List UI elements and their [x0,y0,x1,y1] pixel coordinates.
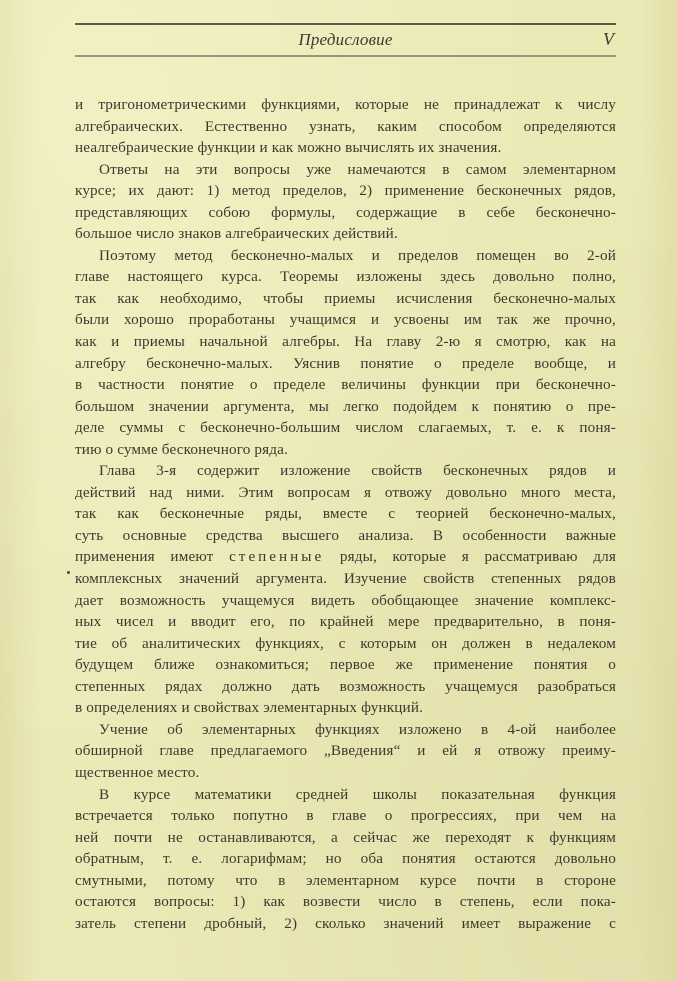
text-line: степенных рядах должно дать возможность учащемуся разобраться [75,677,616,695]
text-line: действий над ними. Этим вопросам я отвожу довольно много места, [75,483,616,501]
page-number: V [603,29,614,49]
text-line: алгебру бесконечно-малых. Уяснив понятие о пределе вообще, и [75,354,616,372]
text-line: В курсе математики средней школы показательная функция [99,785,616,803]
text-line: остаются вопросы: 1) как возвести число в степень, если пока- [75,893,616,911]
text-line: представляющих собою формулы, содержащие в себе бесконечно- [75,203,616,221]
text-line: смутными, потому что в элементарном курсе почти в стороне [75,871,616,889]
header-bottom-rule [75,55,616,57]
text-line: ных чисел и вводит его, по крайней мере предварительно, в поня- [75,613,616,631]
text-run: применения имеют [75,548,230,566]
text-line: обширной главе предлагаемого „Введения“ и ей я отвожу преиму- [75,742,616,760]
text-line: в частности понятие о пределе величины функции при бесконечно- [75,376,616,394]
text-line: тие об аналитических функциях, с которым он должен в недалеком [75,634,616,652]
text-line: курсе; их дают: 1) метод пределов, 2) применение бесконечных рядов, [75,182,616,200]
margin-mark [67,571,70,574]
text-line: Поэтому метод бесконечно-малых и пределов помещен во 2-ой [99,246,616,264]
text-line: были хорошо проработаны учащимся и усвоены им так же прочно, [75,311,616,329]
text-line: так как необходимо, чтобы приемы исчисления бесконечно-малых [75,289,616,307]
text-line: обратным, т. е. логарифмам; но оба понятия остаются довольно [75,850,616,868]
text-line: суть основные средства высшего анализа. В особенности важные [75,526,616,544]
running-title: Предисловие [298,30,393,49]
text-line: затель степени дробный, 2) сколько значений имеет выражение с [75,914,616,932]
text-line: Ответы на эти вопросы уже намечаются в самом элементарном [99,160,616,178]
text-line: большое число знаков алгебраических действий. [75,225,398,243]
text-line: как и приемы начальной алгебры. На главу 2-ю я смотрю, как на [75,333,616,351]
text-line: неалгебраические функции и как можно вычислять их значения. [75,139,502,157]
header-top-rule [75,23,616,25]
spaced-emphasis: степенные [229,548,325,566]
text-line: щественное место. [75,763,200,781]
text-line: в определениях и свойствах элементарных функций. [75,699,424,717]
text-line: деле суммы с бесконечно-большим числом слагаемых, т. е. к поня- [75,419,616,437]
text-line: главе настоящего курса. Теоремы изложены здесь довольно полно, [75,268,616,286]
text-line: дает возможность учащемуся видеть обобщающее значение комплекс- [75,591,616,609]
text-line: и тригонометрическими функциями, которые не принадлежат к числу [75,96,616,113]
text-line: комплексных значений аргумента. Изучение свойств степенных рядов [75,570,616,588]
text-line: алгебраических. Естественно узнать, каким способом определяются [75,117,616,135]
text-line: встречается только попутно в главе о прогрессиях, при чем на [75,807,616,825]
text-line-emphasis [75,546,616,568]
text-line: тию о сумме бесконечного ряда. [75,440,289,458]
text-run: ряды, которые я рассматриваю для [324,548,616,566]
text-line: Учение об элементарных функциях изложено в 4-ой наиболее [99,720,616,738]
text-line: Глава 3-я содержит изложение свойств бесконечных рядов и [99,462,616,480]
body-text [75,94,616,934]
text-line: так как бесконечные ряды, вместе с теорией бесконечно-малых, [75,505,616,523]
text-line: большом значении аргумента, мы легко подойдем к понятию о пре- [75,397,616,415]
text-line: будущем ближе ознакомиться; первое же применение понятия о [75,656,616,674]
running-head [75,29,616,51]
text-line: ней почти не останавливаются, а сейчас же переходят к функциям [75,828,616,846]
